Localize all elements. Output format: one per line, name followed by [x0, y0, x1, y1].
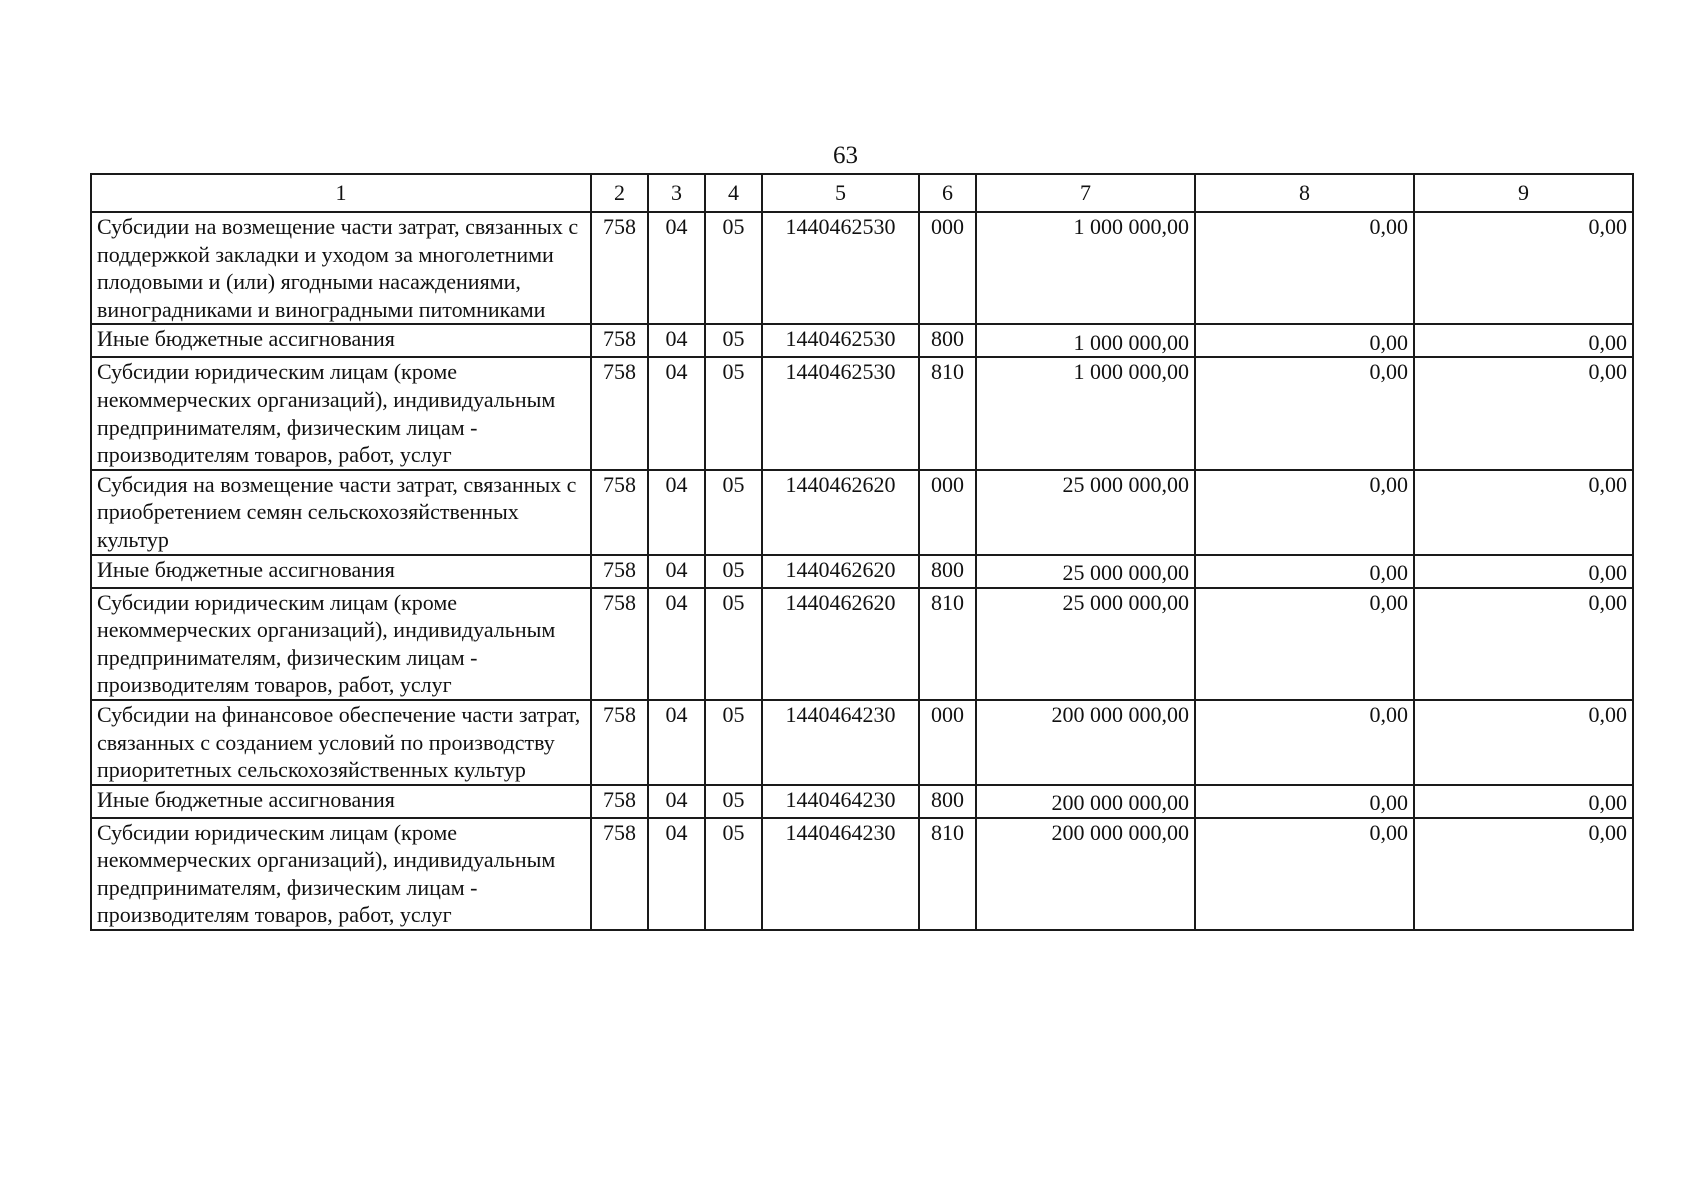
row-amount-c8: 0,00: [1195, 818, 1414, 930]
row-amount-c7: 1 000 000,00: [976, 212, 1195, 324]
row-code-c3: 04: [648, 818, 705, 930]
row-code-c3: 04: [648, 785, 705, 818]
row-amount-c7: 25 000 000,00: [976, 470, 1195, 555]
row-code-c5: 1440462530: [762, 212, 919, 324]
row-code-c4: 05: [705, 818, 762, 930]
row-amount-c8: 0,00: [1195, 212, 1414, 324]
row-name: Субсидии юридическим лицам (кроме некоммерческих организаций), индивидуальным предпринимателям, физическим лицам - производителям товаров, работ, услуг: [91, 357, 591, 469]
row-amount-c9: 0,00: [1414, 324, 1633, 357]
row-code-c2: 758: [591, 588, 648, 700]
table-row: [91, 785, 1633, 818]
row-code-c4: 05: [705, 470, 762, 555]
table-row: [91, 818, 1633, 930]
budget-table: [90, 173, 1634, 931]
row-amount-c8: 0,00: [1195, 700, 1414, 785]
row-code-c6: 810: [919, 357, 976, 469]
row-code-c4: 05: [705, 555, 762, 588]
row-code-c3: 04: [648, 588, 705, 700]
row-code-c5: 1440464230: [762, 785, 919, 818]
row-code-c2: 758: [591, 785, 648, 818]
row-code-c3: 04: [648, 324, 705, 357]
row-name: Субсидия на возмещение части затрат, связанных с приобретением семян сельскохозяйственных культур: [91, 470, 591, 555]
row-name: Иные бюджетные ассигнования: [91, 324, 591, 357]
row-code-c2: 758: [591, 212, 648, 324]
row-amount-c9: 0,00: [1414, 212, 1633, 324]
row-name: Субсидии юридическим лицам (кроме некоммерческих организаций), индивидуальным предпринимателям, физическим лицам - производителям товаров, работ, услуг: [91, 818, 591, 930]
row-code-c3: 04: [648, 212, 705, 324]
row-code-c4: 05: [705, 324, 762, 357]
row-amount-c8: 0,00: [1195, 555, 1414, 588]
column-header: 9: [1414, 174, 1633, 212]
column-header: 5: [762, 174, 919, 212]
row-amount-c8: 0,00: [1195, 470, 1414, 555]
column-header: 2: [591, 174, 648, 212]
table-row: [91, 555, 1633, 588]
row-code-c3: 04: [648, 470, 705, 555]
row-code-c6: 000: [919, 212, 976, 324]
row-amount-c9: 0,00: [1414, 785, 1633, 818]
column-header: 4: [705, 174, 762, 212]
row-amount-c9: 0,00: [1414, 555, 1633, 588]
row-code-c2: 758: [591, 324, 648, 357]
row-amount-c7: 25 000 000,00: [976, 588, 1195, 700]
row-amount-c8: 0,00: [1195, 588, 1414, 700]
row-amount-c9: 0,00: [1414, 818, 1633, 930]
row-amount-c8: 0,00: [1195, 357, 1414, 469]
table-row: [91, 324, 1633, 357]
row-code-c3: 04: [648, 555, 705, 588]
table-row: [91, 470, 1633, 555]
table-row: [91, 212, 1633, 324]
column-header: 3: [648, 174, 705, 212]
column-header: 1: [91, 174, 591, 212]
row-amount-c9: 0,00: [1414, 700, 1633, 785]
row-code-c2: 758: [591, 700, 648, 785]
column-header: 8: [1195, 174, 1414, 212]
row-amount-c8: 0,00: [1195, 785, 1414, 818]
row-amount-c7: 200 000 000,00: [976, 818, 1195, 930]
row-code-c5: 1440462620: [762, 470, 919, 555]
row-code-c6: 800: [919, 555, 976, 588]
row-code-c6: 000: [919, 700, 976, 785]
row-code-c4: 05: [705, 588, 762, 700]
header-row: [91, 174, 1633, 212]
row-amount-c9: 0,00: [1414, 588, 1633, 700]
row-code-c6: 810: [919, 818, 976, 930]
row-code-c5: 1440462530: [762, 324, 919, 357]
row-code-c6: 000: [919, 470, 976, 555]
row-amount-c7: 1 000 000,00: [976, 324, 1195, 357]
row-code-c4: 05: [705, 357, 762, 469]
row-code-c2: 758: [591, 555, 648, 588]
row-code-c2: 758: [591, 818, 648, 930]
table-row: [91, 357, 1633, 469]
row-code-c3: 04: [648, 700, 705, 785]
row-code-c4: 05: [705, 212, 762, 324]
row-code-c2: 758: [591, 357, 648, 469]
row-code-c6: 800: [919, 785, 976, 818]
row-name: Иные бюджетные ассигнования: [91, 555, 591, 588]
row-amount-c7: 200 000 000,00: [976, 700, 1195, 785]
row-name: Субсидии на финансовое обеспечение части затрат, связанных с созданием условий по производству приоритетных сельскохозяйственных культур: [91, 700, 591, 785]
row-amount-c9: 0,00: [1414, 470, 1633, 555]
row-code-c5: 1440464230: [762, 818, 919, 930]
row-amount-c7: 1 000 000,00: [976, 357, 1195, 469]
row-amount-c7: 25 000 000,00: [976, 555, 1195, 588]
row-code-c4: 05: [705, 785, 762, 818]
row-code-c3: 04: [648, 357, 705, 469]
row-amount-c8: 0,00: [1195, 324, 1414, 357]
row-code-c5: 1440462620: [762, 588, 919, 700]
row-code-c5: 1440464230: [762, 700, 919, 785]
row-code-c6: 800: [919, 324, 976, 357]
table-row: [91, 700, 1633, 785]
row-code-c4: 05: [705, 700, 762, 785]
row-name: Субсидии на возмещение части затрат, связанных с поддержкой закладки и уходом за многолетними плодовыми и (или) ягодными насаждениями, виноградниками и виноградными питомниками: [91, 212, 591, 324]
row-code-c5: 1440462620: [762, 555, 919, 588]
row-code-c5: 1440462530: [762, 357, 919, 469]
column-header: 6: [919, 174, 976, 212]
row-name: Субсидии юридическим лицам (кроме некоммерческих организаций), индивидуальным предпринимателям, физическим лицам - производителям товаров, работ, услуг: [91, 588, 591, 700]
row-name: Иные бюджетные ассигнования: [91, 785, 591, 818]
table-row: [91, 588, 1633, 700]
row-code-c2: 758: [591, 470, 648, 555]
row-amount-c7: 200 000 000,00: [976, 785, 1195, 818]
column-header: 7: [976, 174, 1195, 212]
page-number: 63: [833, 142, 858, 169]
row-amount-c9: 0,00: [1414, 357, 1633, 469]
row-code-c6: 810: [919, 588, 976, 700]
